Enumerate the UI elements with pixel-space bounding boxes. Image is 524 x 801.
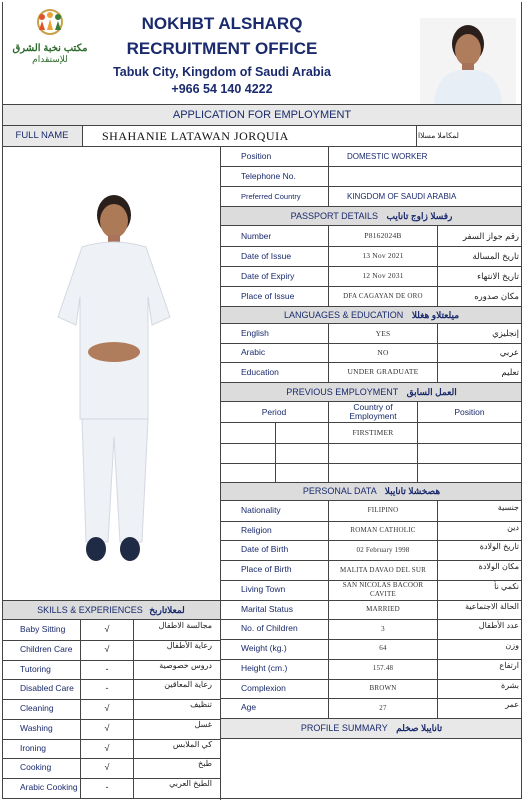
previous-employment-header <box>221 383 522 401</box>
full-name-value: SHAHANIE LATAWAN JORQUIA <box>102 129 289 143</box>
skills-rows <box>2 620 220 798</box>
date-of-issue-label: Date of Issue <box>241 251 292 261</box>
position-section <box>221 147 522 206</box>
personal-row-label-ar: تاريخ الولادة <box>479 542 519 552</box>
place-of-issue-value: DFA CAGAYAN DE ORO <box>343 292 423 300</box>
personal-row-value: 157.48 <box>372 664 394 673</box>
skill-mark: √ <box>104 742 110 753</box>
date-of-expiry-label: Date of Expiry <box>241 271 295 281</box>
personal-row-value: FILIPINO <box>367 506 399 515</box>
skill-label-ar: رعاية الأطفال <box>166 640 212 650</box>
skill-mark: √ <box>104 624 110 634</box>
passport-section-header <box>221 207 522 225</box>
passport-number-ar: رقم جواز السفر <box>462 231 519 241</box>
col-period: Period <box>261 407 287 417</box>
personal-row-value: MARRIED <box>366 604 400 613</box>
english-ar: إنجليزي <box>492 328 519 338</box>
personal-data-title: PERSONAL DATA <box>302 486 377 496</box>
personal-row-label: Date of Birth <box>241 544 289 555</box>
company-city: Tabuk City, Kingdom of Saudi Arabia <box>113 65 331 79</box>
telephone-label: Telephone No. <box>241 171 296 181</box>
skill-label-ar: تنظيف <box>190 700 212 710</box>
skill-label: Cleaning <box>20 703 54 714</box>
personal-row-label-ar: مكان الولادة <box>478 562 519 572</box>
skill-label-ar: الطبخ العربي <box>169 779 212 789</box>
personal-data-header <box>221 483 522 500</box>
skill-label: Ironing <box>20 742 46 753</box>
profile-summary-title: PROFILE SUMMARY <box>300 723 388 733</box>
personal-row-label: Nationality <box>241 505 281 515</box>
education-value: UNDER GRADUATE <box>347 367 419 376</box>
personal-row-label: Marital Status <box>241 603 293 614</box>
personal-row-label: Weight (kg.) <box>241 643 287 654</box>
english-label: English <box>241 328 269 338</box>
company-name-line1: NOKHBT ALSHARQ <box>141 14 303 33</box>
skill-label-ar: غسل <box>194 719 212 729</box>
passport-rows <box>221 226 522 306</box>
logo-figures-icon <box>4 8 96 38</box>
skill-label: Washing <box>20 722 53 733</box>
previous-employment-title: PREVIOUS EMPLOYMENT <box>286 387 399 397</box>
personal-row-label: No. of Children <box>241 623 298 634</box>
skill-label: Tutoring <box>20 663 51 674</box>
personal-row-value: 64 <box>379 644 387 653</box>
arabic-label: Arabic <box>241 347 266 357</box>
skill-mark: - <box>105 663 109 674</box>
personal-row-value: 3 <box>381 624 385 633</box>
full-name-label: FULL NAME <box>2 126 82 146</box>
company-name-line2: RECRUITMENT OFFICE <box>126 39 318 58</box>
skill-mark: - <box>105 683 109 694</box>
logo-text-bottom: للإستقدام <box>32 54 68 64</box>
personal-row-label: Height (cm.) <box>241 662 288 673</box>
personal-row-label-ar: بشرة <box>501 680 519 690</box>
skill-mark: - <box>105 782 109 793</box>
skill-label-ar: طبخ <box>198 759 212 769</box>
logo-text-top: مكتب نخبة الشرق <box>12 43 88 54</box>
personal-row-value: BROWN <box>369 683 397 692</box>
portrait-photo <box>420 18 516 104</box>
personal-row-label-ar: عدد الأطفال <box>478 621 519 631</box>
passport-title: PASSPORT DETAILS <box>290 211 378 221</box>
skill-mark: √ <box>104 703 110 714</box>
previous-country-value: FIRSTIMER <box>352 428 394 437</box>
personal-row-label-ar: وزن <box>505 641 519 651</box>
skill-label: Children Care <box>20 643 73 654</box>
personal-row-label: Religion <box>241 524 272 535</box>
skill-mark: √ <box>104 722 110 733</box>
skill-label-ar: دروس خصوصية <box>159 660 212 670</box>
date-of-expiry-value: 12 Nov 2031 <box>362 271 404 280</box>
skill-label-ar: مجالسة الاطفال <box>158 621 212 630</box>
personal-row-value: MALITA DAVAO DEL SUR <box>340 565 426 574</box>
skills-title: SKILLS & EXPERIENCES <box>37 605 143 615</box>
place-of-issue-ar: مكان صدوره <box>474 291 519 301</box>
languages-title: LANGUAGES & EDUCATION <box>283 310 404 320</box>
position-value: DOMESTIC WORKER <box>347 152 428 161</box>
skill-label: Baby Sitting <box>20 624 66 634</box>
personal-row-label: Age <box>241 702 257 713</box>
personal-row-label: Complexion <box>241 682 286 693</box>
full-name-row <box>2 126 522 146</box>
personal-row-value: 02 February 1998 <box>356 545 410 554</box>
personal-row-label-ar: الحالة الاجتماعية <box>465 601 519 611</box>
arabic-ar: عربي <box>499 347 519 357</box>
skill-mark: √ <box>104 762 110 773</box>
personal-row-label-ar: جنسية <box>497 503 519 512</box>
passport-title-ar: رفسلا زاوج تانايب <box>386 211 453 221</box>
page-title: APPLICATION FOR EMPLOYMENT <box>2 105 522 125</box>
full-name-label-ar: لمكاملا مسلاا <box>418 131 459 140</box>
skills-section-header <box>2 601 220 619</box>
personal-data-title-ar: هصخشلا تانايبلا <box>384 486 441 496</box>
previous-employment-title-ar: العمل السابق <box>406 387 457 397</box>
personal-row-label-ar: عمر <box>505 700 519 710</box>
skill-label: Arabic Cooking <box>20 782 78 793</box>
arabic-value: NO <box>377 348 389 357</box>
full-body-photo <box>2 147 220 600</box>
personal-row-label-ar: ارتفاع <box>499 660 519 670</box>
profile-summary-header <box>221 719 522 738</box>
personal-row-label: Living Town <box>241 583 286 594</box>
col-country: Country of Employment <box>349 402 397 421</box>
personal-row-label-ar: نكمي نأ <box>494 581 519 591</box>
preferred-country-value: KINGDOM OF SAUDI ARABIA <box>347 192 457 201</box>
skill-mark: √ <box>104 643 110 654</box>
skill-label-ar: رعاية المعاقين <box>164 680 212 690</box>
skill-label: Cooking <box>20 762 52 773</box>
english-value: YES <box>375 329 391 338</box>
position-label: Position <box>241 151 272 161</box>
personal-row-label: Place of Birth <box>241 564 292 575</box>
profile-summary-title-ar: تانايبلا صخلم <box>396 723 443 733</box>
place-of-issue-label: Place of Issue <box>241 291 295 301</box>
skill-label: Disabled Care <box>20 683 74 694</box>
skill-label-ar: كي الملابس <box>172 739 212 749</box>
languages-section-header <box>221 307 522 323</box>
company-phone: +966 54 140 4222 <box>171 82 273 96</box>
education-ar: تعليم <box>501 367 519 377</box>
education-label: Education <box>241 367 279 377</box>
telephone-value <box>329 167 522 186</box>
languages-title-ar: ميلعتلاو هغللا <box>411 310 460 320</box>
personal-data-rows <box>221 501 522 718</box>
company-logo <box>4 8 96 62</box>
col-position: Position <box>454 407 485 417</box>
preferred-country-label: Preferred Country <box>241 192 301 201</box>
date-of-issue-value: 13 Nov 2021 <box>362 251 404 260</box>
skills-title-ar: لمعلاتاربخ <box>149 605 185 615</box>
personal-row-value: ROMAN CATHOLIC <box>350 526 416 535</box>
previous-employment-table <box>221 402 522 482</box>
header <box>2 2 522 104</box>
date-of-issue-ar: تاريخ المسالة <box>472 251 519 261</box>
passport-number-label: Number <box>241 231 272 241</box>
personal-row-value: SAN NICOLAS BACOOR CAVITE <box>342 580 424 598</box>
passport-number-value: P8162024B <box>364 231 402 240</box>
personal-row-label-ar: دين <box>507 522 519 532</box>
languages-rows <box>221 324 522 382</box>
personal-row-value: 27 <box>379 703 387 712</box>
date-of-expiry-ar: تاريخ الانتهاء <box>477 271 519 281</box>
